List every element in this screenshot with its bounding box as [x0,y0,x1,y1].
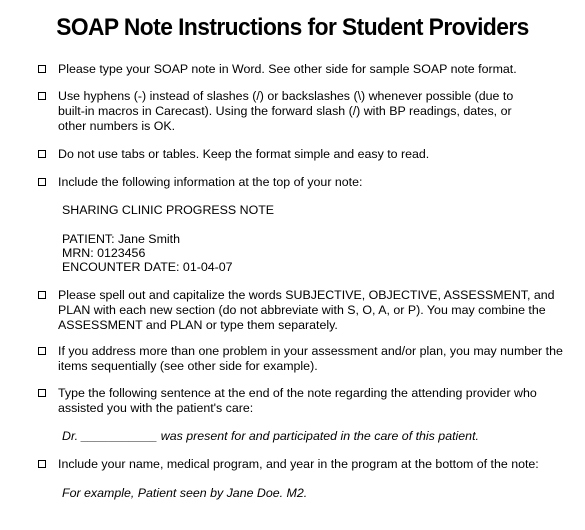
instruction-1 [58,62,563,77]
instruction-5-line: Please spell out and capitalize the words SUBJECTIVE, OBJECTIVE, ASSESSMENT, and [58,288,555,302]
checkbox-7 [38,389,46,397]
instruction-5-line: ASSESSMENT and PLAN or type them separately. [58,317,338,332]
instruction-3 [58,147,563,162]
example-heading: SHARING CLINIC PROGRESS NOTE [62,203,275,217]
checkbox-3 [38,150,46,158]
checkbox-2 [38,92,46,100]
instruction-4-line: Include the following information at the top of your note: [58,175,363,189]
instruction-6-line: items sequentially (see other side for example). [58,358,318,373]
example-encounter-date: ENCOUNTER DATE: 01-04-07 [62,260,233,274]
instruction-7 [58,386,563,416]
instruction-3-line: Do not use tabs or tables. Keep the format simple and easy to read. [58,147,430,161]
instruction-1-line: Please type your SOAP note in Word. See other side for sample SOAP note format. [58,62,517,76]
instruction-8 [58,457,563,472]
checkbox-4 [38,178,46,186]
instruction-6-line: If you address more than one problem in your assessment and/or plan, you may number the [58,344,563,358]
checkbox-8 [38,460,46,468]
checkbox-6 [38,347,46,355]
instruction-6 [58,344,563,374]
instruction-5-line: PLAN with each new section (do not abbreviate with S, O, A, or P). You may combine the [58,302,546,317]
checkbox-5 [38,291,46,299]
example-patient: PATIENT: Jane Smith [62,232,180,246]
instruction-7-line: assisted you with the patient's care: [58,400,254,415]
checkbox-1 [38,65,46,73]
attending-sentence-example: Dr. ___________ was present for and participated in the care of this patient. [62,429,479,443]
instruction-4 [58,175,563,190]
instruction-2-line: other numbers is OK. [58,118,176,133]
instruction-5 [58,288,563,332]
example-mrn: MRN: 0123456 [62,246,146,260]
instruction-8-line: Include your name, medical program, and year in the program at the bottom of the note: [58,457,539,471]
signature-example: For example, Patient seen by Jane Doe. M2. [62,486,308,500]
instruction-2-line: built-in macros in Carecast). Using the forward slash (/) with BP readings, dates, or [58,103,512,118]
page-title: SOAP Note Instructions for Student Providers [56,14,529,41]
instruction-2 [58,89,563,133]
instruction-7-line: Type the following sentence at the end of the note regarding the attending provider who [58,386,537,400]
instruction-2-line: Use hyphens (-) instead of slashes (/) or backslashes (\) whenever possible (due to [58,89,514,103]
